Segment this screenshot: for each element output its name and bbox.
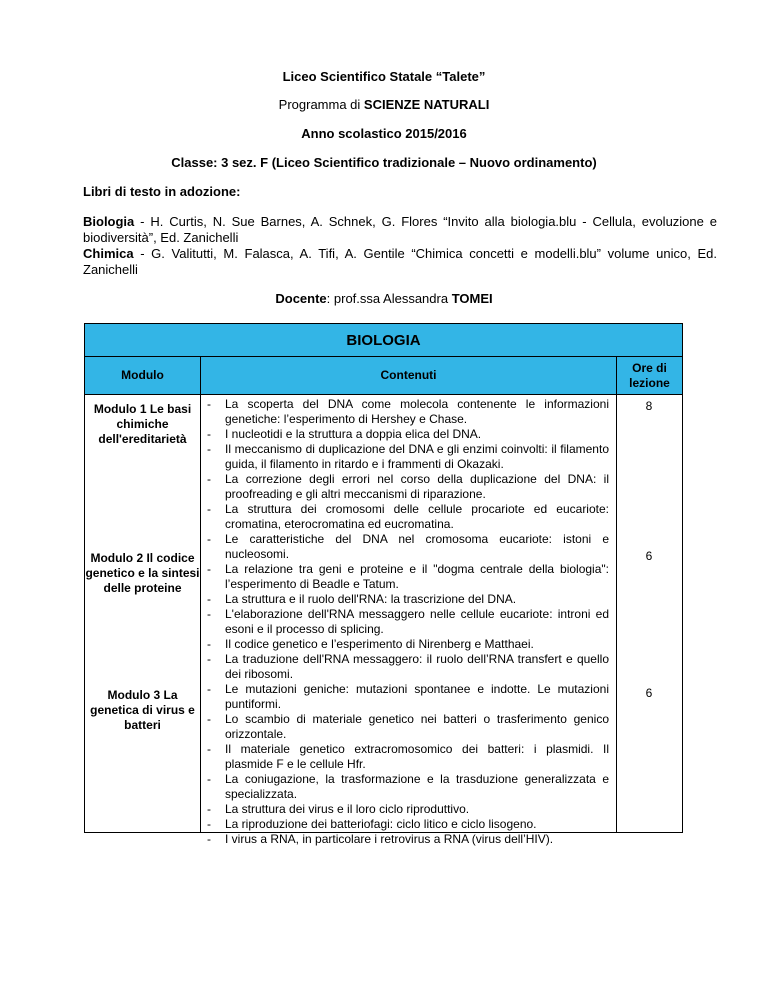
list-item [202, 712, 615, 742]
module-hours: 6 [645, 686, 653, 700]
item-text: Il codice genetico e l’esperimento di Nirenberg e Matthaei. [225, 637, 534, 651]
table-banner: BIOLOGIA [85, 324, 682, 357]
contents-list [202, 397, 615, 847]
list-item [202, 637, 615, 652]
list-item [202, 802, 615, 817]
bullet-dash: - [207, 397, 211, 411]
program-prefix: Programma di [278, 97, 364, 112]
teacher-name: : prof.ssa Alessandra [326, 291, 452, 306]
list-item [202, 817, 615, 832]
item-text: La traduzione dell'RNA messaggero: il ruolo dell’RNA transfert e quello dei ribosomi. [225, 652, 609, 681]
module-name: Modulo 3 La genetica di virus e batteri [90, 688, 195, 732]
item-text: La riproduzione dei batteriofagi: ciclo litico e ciclo lisogeno. [225, 817, 537, 831]
list-item [202, 397, 615, 427]
teacher-label: Docente [275, 291, 327, 306]
list-item [202, 832, 615, 847]
list-item [202, 682, 615, 712]
chemistry-text: - G. Valitutti, M. Falasca, A. Tifi, A. Gentile “Chimica concetti e modelli.blu” volume unico, Ed. Zanichelli [83, 246, 717, 277]
bullet-dash: - [207, 637, 211, 651]
list-item [202, 652, 615, 682]
module-name: Modulo 1 Le basi chimiche dell'ereditarietà [93, 402, 192, 446]
teacher-line [0, 291, 768, 306]
item-text: La relazione tra geni e proteine e il "dogma centrale della biologia": l’esperimento di Beadle e Tatum. [225, 562, 609, 591]
column-header-ore: Ore di lezione [617, 357, 682, 395]
item-text: Le caratteristiche del DNA nel cromosoma eucariote: istoni e nucleosomi. [225, 532, 609, 561]
list-item [202, 772, 615, 802]
bullet-dash: - [207, 532, 211, 546]
item-text: Il materiale genetico extracromosomico dei batteri: i plasmidi. Il plasmide F e le cellule Hfr. [225, 742, 609, 771]
bullet-dash: - [207, 832, 211, 846]
item-text: Le mutazioni geniche: mutazioni spontanee e indotte. Le mutazioni puntiformi. [225, 682, 609, 711]
item-text: I virus a RNA, in particolare i retrovirus a RNA (virus dell’HIV). [225, 832, 554, 846]
bullet-dash: - [207, 742, 211, 756]
item-text: La struttura dei cromosomi delle cellule procariote ed eucariote: cromatina, eterocromatina ed eucromatina. [225, 502, 609, 531]
column-header-modulo: Modulo [85, 357, 200, 395]
biology-book [83, 214, 717, 246]
bullet-dash: - [207, 562, 211, 576]
list-item [202, 427, 615, 442]
list-item [202, 472, 615, 502]
bullet-dash: - [207, 442, 211, 456]
bullet-dash: - [207, 772, 211, 786]
school-name: Liceo Scientifico Statale “Talete” [282, 69, 486, 84]
module-name: Modulo 2 Il codice genetico e la sintesi delle proteine [85, 551, 200, 595]
program-title [0, 97, 768, 113]
books-heading: Libri di testo in adozione: [83, 184, 241, 199]
list-item [202, 562, 615, 592]
bullet-dash: - [207, 712, 211, 726]
item-text: I nucleotidi e la struttura a doppia elica del DNA. [225, 427, 482, 441]
column-divider [616, 357, 617, 832]
bullet-dash: - [207, 427, 211, 441]
item-text: La coniugazione, la trasformazione e la trasduzione generalizzata e specializzata. [225, 772, 609, 801]
list-item [202, 532, 615, 562]
program-subject: SCIENZE NATURALI [363, 97, 490, 112]
list-item [202, 442, 615, 472]
class-info: Classe: 3 sez. F (Liceo Scientifico tradizionale – Nuovo ordinamento) [171, 155, 597, 170]
item-text: Lo scambio di materiale genetico nei batteri o trasferimento genico orizzontale. [225, 712, 609, 741]
item-text: La struttura dei virus e il loro ciclo riproduttivo. [225, 802, 470, 816]
list-item [202, 742, 615, 772]
bullet-dash: - [207, 682, 211, 696]
chemistry-label: Chimica [83, 246, 134, 261]
item-text: La correzione degli errori nel corso della duplicazione del DNA: il proofreading e gli altri meccanismi di riparazione. [225, 472, 609, 501]
biology-text: - H. Curtis, N. Sue Barnes, A. Schnek, G. Flores “Invito alla biologia.blu - Cellula, evoluzione e biodiversità”, Ed. Zanichelli [83, 214, 717, 245]
item-text: La scoperta del DNA come molecola contenente le informazioni genetiche: l’esperimento di Hershey e Chase. [225, 397, 609, 426]
column-divider [200, 357, 201, 832]
program-table [84, 323, 683, 846]
school-year: Anno scolastico 2015/2016 [301, 126, 467, 141]
bullet-dash: - [207, 607, 211, 621]
teacher-surname: TOMEI [451, 291, 493, 306]
bullet-dash: - [207, 817, 211, 831]
chemistry-book [83, 246, 717, 278]
item-text: L'elaborazione dell'RNA messaggero nelle cellule eucariote: introni ed esoni e il processo di splicing. [225, 607, 609, 636]
item-text: Il meccanismo di duplicazione del DNA e gli enzimi coinvolti: il filamento guida, il filamento in ritardo e i frammenti di Okazaki. [225, 442, 609, 471]
biology-label: Biologia [83, 214, 135, 229]
item-text: La struttura e il ruolo dell'RNA: la trascrizione del DNA. [225, 592, 517, 606]
list-item [202, 502, 615, 532]
list-item [202, 607, 615, 637]
module-hours: 6 [645, 549, 653, 563]
module-hours: 8 [645, 399, 653, 413]
bullet-dash: - [207, 502, 211, 516]
column-header-contenuti: Contenuti [201, 357, 616, 395]
bullet-dash: - [207, 802, 211, 816]
list-item [202, 592, 615, 607]
bullet-dash: - [207, 592, 211, 606]
bullet-dash: - [207, 652, 211, 666]
bullet-dash: - [207, 472, 211, 486]
